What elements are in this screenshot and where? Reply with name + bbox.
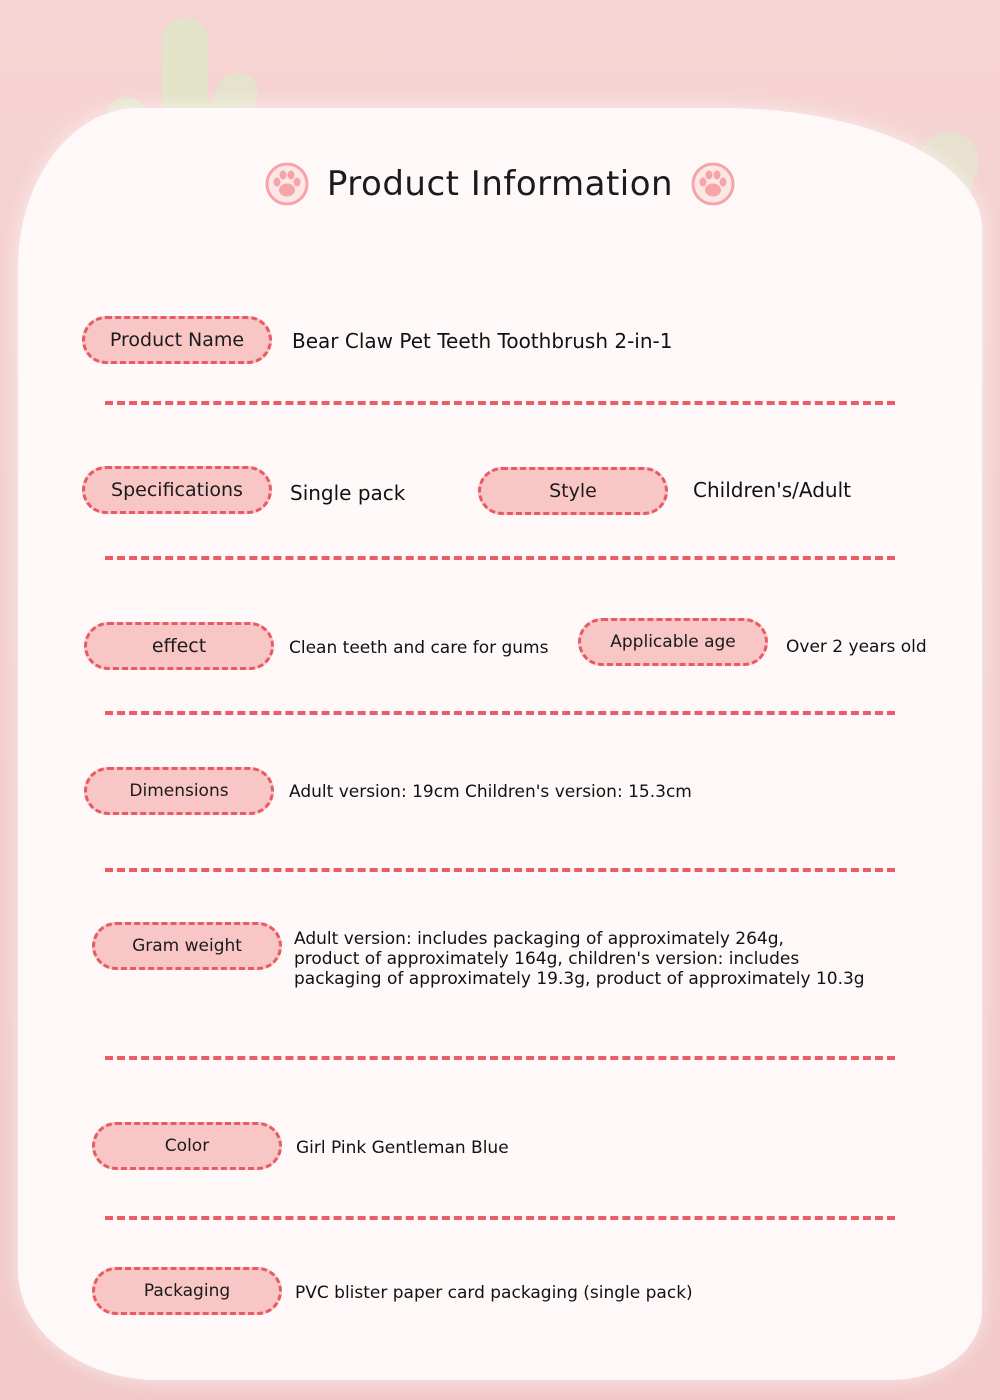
label-text: Dimensions [129,781,229,801]
paw-icon [265,162,309,206]
label-text: Packaging [143,1281,231,1301]
text-line: packaging of approximately 19.3g, product of approximately 10.3g [294,969,865,989]
label-text: Gram weight [132,936,242,956]
value-specifications: Single pack [290,481,406,505]
paw-icon [691,162,735,206]
divider [105,711,895,715]
value-effect: Clean teeth and care for gums [289,638,549,658]
divider [105,556,895,560]
divider [105,868,895,872]
label-specifications [82,466,272,514]
info-card [18,108,982,1380]
divider [105,1216,895,1220]
label-gram-weight [92,922,282,970]
label-effect [84,622,274,670]
title-bar [0,162,1000,215]
label-product-name [82,316,272,364]
label-text: Applicable age [610,632,736,652]
label-style [478,467,668,515]
label-color [92,1122,282,1170]
text-line: Adult version: includes packaging of approximately 264g, [294,929,784,949]
value-style: Children's/Adult [693,478,851,502]
value-color: Girl Pink Gentleman Blue [296,1138,509,1158]
value-applicable-age: Over 2 years old [786,637,927,657]
label-text: Specifications [111,479,243,501]
value-product-name: Bear Claw Pet Teeth Toothbrush 2-in-1 [292,329,673,353]
label-text: Color [164,1136,210,1156]
text-line: product of approximately 164g, children's version: includes [294,949,800,969]
divider [105,1056,895,1060]
label-packaging [92,1267,282,1315]
page-title: Product Information [326,164,674,204]
label-text: effect [151,635,207,657]
value-packaging: PVC blister paper card packaging (single pack) [295,1283,693,1303]
divider [105,401,895,405]
value-gram-weight [294,929,874,989]
label-dimensions [84,767,274,815]
label-applicable-age [578,618,768,666]
value-dimensions: Adult version: 19cm Children's version: 15.3cm [289,782,692,802]
label-text: Style [549,480,597,502]
label-text: Product Name [109,329,245,351]
